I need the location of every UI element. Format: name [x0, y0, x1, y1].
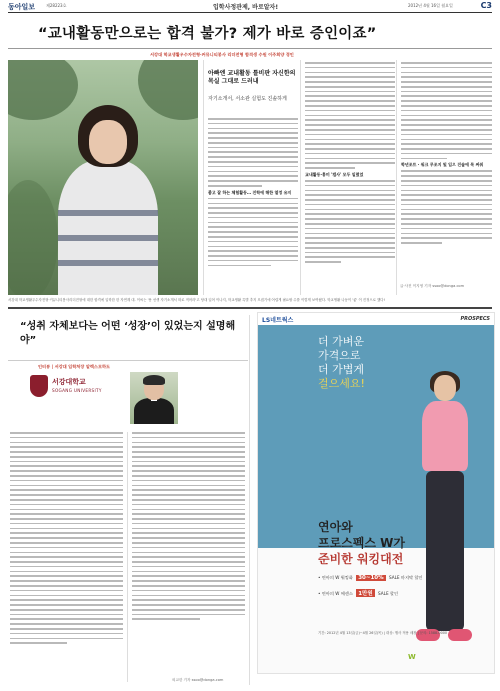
- headline-divider: [8, 48, 492, 49]
- university-name-en: SOGANG UNIVERSITY: [52, 388, 102, 393]
- ad-promo-label: • 연아의 W 워킹화: [318, 575, 353, 580]
- ad-brand-logo-secondary: PROSPECS: [460, 316, 490, 322]
- ad-subheadline-line: 준비한 워킹대전: [318, 552, 404, 566]
- student-photo: [8, 60, 198, 295]
- ad-footer-text: 기간: 2012년 4월 13일(금)~4월 26일(목) | 대상: 행사 적용 매장 | 문의: 1588-0000: [318, 631, 448, 635]
- ad-headline-line: 걸으세요!: [318, 377, 365, 390]
- interview-column-1: [10, 432, 123, 647]
- column-divider: [396, 60, 397, 295]
- article-column-1: [208, 118, 298, 269]
- ad-headline-line: 가격으로: [318, 349, 361, 362]
- ad-promo-suffix: SALE 마지막 할인: [389, 575, 423, 580]
- ad-promo-suffix: SALE 할인: [378, 591, 399, 596]
- newspaper-logo: 동아일보: [8, 3, 36, 11]
- ad-subheadline: [318, 519, 438, 567]
- article-subhead: 아빠엔 교내활동 틀비판 자신한의 목실 그대로 드러내: [208, 70, 296, 85]
- main-headline: “교내활동만으로는 합격 불가? 제가 바로 증인이죠”: [38, 26, 377, 42]
- column-divider: [127, 432, 128, 682]
- ad-discount-badge: 1만원: [358, 591, 373, 597]
- photo-caption: 서강대 학교생활우수자전형·커뮤니티봉사리더전형에 대한 합격에 입학한 한 자연계 대. 이씨는 '용 선생 자기소개서 따로 적어라'고 당대 입어 이나지, 학교생활 특별 추지 모집기에 어렵게 필요할 수를 이렇게 보여줬다. 학교생활 나동이 '좋' 이 진정으로 했다!: [8, 298, 385, 302]
- publication-date: 2012년 4월 16일 월요일: [408, 3, 453, 8]
- interview-byline: 외교한 기자 ssoo@donga.com: [172, 678, 224, 682]
- ad-subheadline-line: 연아와: [318, 520, 353, 534]
- shirt-stripe: [58, 235, 158, 241]
- ad-footer-logo: W: [408, 653, 416, 661]
- shirt-stripe: [58, 260, 158, 266]
- column-divider: [300, 60, 301, 295]
- tree-shape: [8, 180, 58, 295]
- interview-column-2: [132, 432, 245, 623]
- article-kicker: 서강대 학교생활우수자전형·커뮤니티봉사 리더전형 합격생 수원 이주희양 경인: [150, 52, 294, 57]
- ad-promo-label: • 연아의 W 에센스: [318, 591, 353, 596]
- quote-divider: [8, 360, 248, 361]
- person-face: [89, 120, 127, 164]
- advertisement[interactable]: [257, 312, 495, 674]
- column-divider: [249, 315, 250, 685]
- article-mini-heading: 좋고 잘 하는 체험활동… 진학에 해한 열정 유지: [208, 189, 292, 195]
- university-name: 서강대학교: [52, 378, 86, 386]
- interviewee-photo: [130, 372, 178, 424]
- person-body: [134, 398, 174, 424]
- page-number: C3: [480, 1, 492, 10]
- ad-headline-line: 더 가벼운: [318, 335, 365, 348]
- person-body: [58, 160, 158, 295]
- article-subhead-secondary: 자기소개서, 서소관 실험도 진솔하게: [208, 96, 287, 102]
- column-divider: [203, 60, 204, 295]
- article-column-2: [305, 62, 395, 266]
- ad-subheadline-line: 프로스펙스 W가: [318, 536, 405, 550]
- model-face: [434, 375, 456, 401]
- issue-number: 제28223호: [46, 3, 67, 8]
- section-separator: [8, 307, 492, 309]
- shield-icon: [30, 375, 48, 397]
- ad-discount-badge: 30~10%: [358, 575, 384, 581]
- ad-model-figure: [408, 371, 488, 661]
- tree-shape: [138, 60, 198, 120]
- model-top: [422, 401, 468, 471]
- interview-quote: “성취 자체보다는 어떤 ‘성장’이 있었는지 설명해야”: [20, 321, 236, 346]
- tree-shape: [8, 60, 78, 120]
- article-mini-heading: 교내활동·흥미 '캠사' 모두 일렀었: [305, 171, 364, 177]
- article-mini-heading: 학년조트 · 워크 무조지 및 입으 진술에 목 써줘: [401, 162, 484, 168]
- shirt-stripe: [58, 210, 158, 216]
- section-title: 입학사정관제, 바로알자!: [213, 4, 279, 11]
- person-hair: [143, 375, 165, 385]
- ad-brand-logo: LS네트웍스: [262, 317, 294, 324]
- ad-promo-1[interactable]: [318, 575, 422, 581]
- article-column-3: [401, 62, 492, 247]
- ad-promo-2[interactable]: [318, 589, 398, 597]
- page-header: [8, 2, 492, 13]
- interview-kicker: 인터뷰 | 서강대 입학처장 알렉스모하도: [38, 364, 111, 369]
- ad-headline-line: 더 가볍게: [318, 363, 365, 376]
- article-byline: 글·사진 이지영 기자 ssoo@donga.com: [400, 284, 465, 288]
- university-logo: [30, 375, 110, 405]
